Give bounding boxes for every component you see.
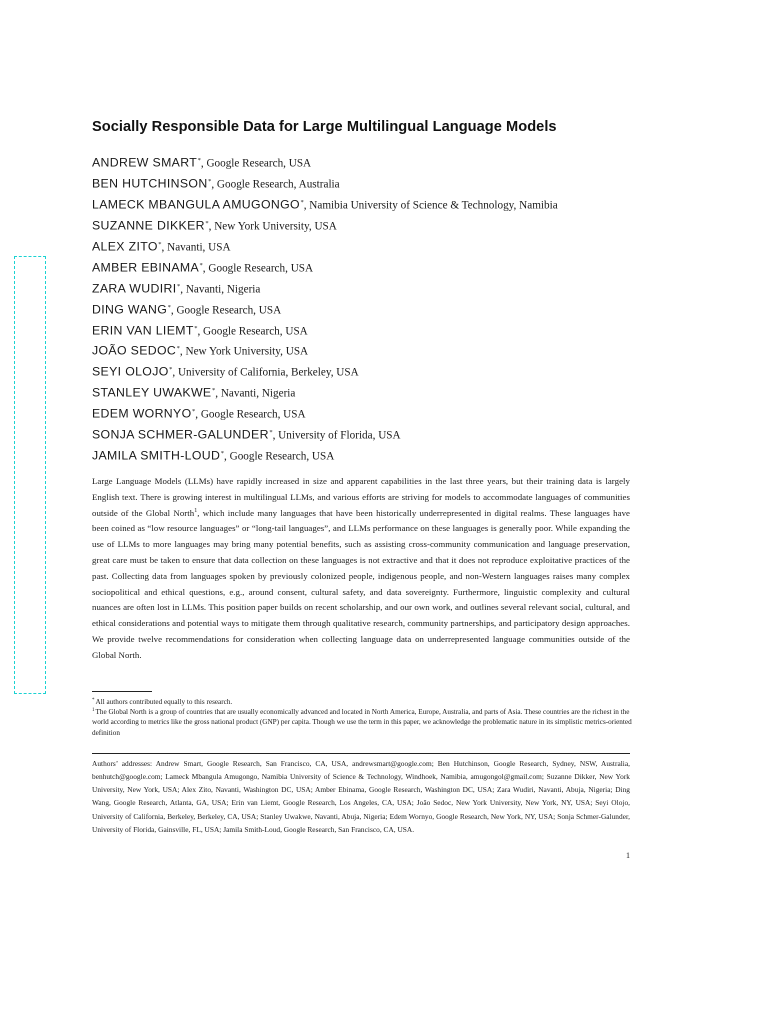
- equal-contribution-mark: *: [167, 303, 171, 311]
- paper-title: Socially Responsible Data for Large Multilingual Language Models: [92, 119, 557, 135]
- author-affiliation: , Google Research, USA: [197, 325, 308, 338]
- author-name: STANLEY UWAKWE: [92, 386, 212, 401]
- author-name: ZARA WUDIRI: [92, 281, 177, 296]
- equal-contribution-mark: *: [197, 157, 201, 164]
- author-entry: [92, 382, 692, 403]
- author-name: SONJA SCHMER-GALUNDER: [92, 427, 269, 442]
- equal-contribution-mark: *: [158, 240, 162, 248]
- author-entry: [92, 173, 692, 194]
- author-addresses: Authors’ addresses: Andrew Smart, Google Research, San Francisco, CA, USA, andrewsmart@google.com; Ben Hutchinson, Google Research, Sydney, NSW, Australia, benhutch@google.com; Lameck Mbangula Amugongo, Namibia University of Science & Technology, Windhoek, Namibia, amugongol@gmail.com; Suzanne Dikker, New York University, New York, USA; Alex Zito, Navanti, Washington DC, USA; Amber Ebinama, Google Research, Washington DC, USA; Zara Wudiri, Navanti, Abuja, Nigeria; Ding Wang, Google Research, Atlanta, GA, USA; Erin van Liemt, Google Research, Los Angeles, CA, USA; João Sedoc, New York University, New York, NY, USA; Seyi Olojo, University of California, Berkeley, Berkeley, CA, USA; Stanley Uwakwe, Navanti, Abuja, Nigeria; Edem Wornyo, Google Research, New York, NY, USA; Sonja Schmer-Galunder, University of Florida, Gainsville, FL, USA; Jamila Smith-Loud, Google Research, San Francisco, CA, USA.: [92, 759, 630, 834]
- author-affiliation: , Navanti, Nigeria: [180, 283, 261, 296]
- author-entry: [92, 361, 692, 382]
- author-entry: [92, 403, 692, 424]
- footnote-equal-contribution: [92, 697, 632, 707]
- author-name: ERIN VAN LIEMT: [92, 323, 194, 338]
- author-affiliation: , Google Research, USA: [202, 262, 314, 275]
- abstract-text-part-2: , which include many languages that have been historically underrepresented in digital realms. These languages have been coined as “low resource languages” or “long-tail languages”, and LLMs performance on these languages is generally poor. While expanding the use of LLMs to more languages may bring many potential benefits, such as assisting cross-community communication and language preservation, great care must be taken to ensure that data collection on these languages is not extractive and that it does not reproduce exploitative practices of the past. Collecting data from languages spoken by previously colonized people, indigenous people, and non-Western languages raises many complex sociopolitical and ethical questions, e.g., around consent, cultural safety, and data sovereignty. Furthermore, linguistic complexity and cultural nuances are often lost in LLMs. This position paper builds on recent scholarship, and our own work, and outlines several relevant social, cultural, and ethical considerations and potential ways to mitigate them through qualitative research, community partnerships, and participatory design approaches. We provide twelve recommendations for consideration when collecting language data on underrepresented language communities outside of the Global North.: [92, 507, 630, 660]
- abstract: [92, 474, 630, 664]
- equal-contribution-mark: *: [176, 345, 180, 353]
- author-name: AMBER EBINAMA: [92, 260, 200, 275]
- footnote-mark: 1: [92, 707, 95, 713]
- author-entry: [92, 299, 692, 320]
- equal-contribution-mark: *: [211, 387, 216, 395]
- author-entry: [92, 215, 692, 236]
- author-entry: [92, 152, 692, 173]
- author-affiliation: , Namibia University of Science & Technology, Namibia: [303, 199, 558, 212]
- author-name: EDEM WORNYO: [92, 406, 192, 421]
- author-entry: [92, 424, 692, 445]
- author-name: ANDREW SMART: [92, 155, 198, 170]
- addresses-rule: [92, 753, 630, 754]
- author-affiliation: , Google Research, USA: [170, 304, 282, 317]
- author-affiliation: , Google Research, USA: [224, 450, 335, 463]
- page-number: 1: [626, 851, 630, 860]
- footnote-rule: [92, 691, 152, 692]
- author-name: JAMILA SMITH-LOUD: [92, 448, 221, 463]
- author-name: LAMECK MBANGULA AMUGONGO: [92, 197, 300, 212]
- author-entry: [92, 257, 692, 278]
- footnote-text: All authors contributed equally to this research.: [95, 698, 233, 706]
- author-entry: [92, 236, 692, 257]
- equal-contribution-mark: *: [205, 219, 209, 227]
- author-name: DING WANG: [92, 302, 168, 317]
- equal-contribution-mark: *: [208, 177, 212, 185]
- equal-contribution-mark: *: [199, 261, 203, 269]
- author-list: [92, 152, 692, 466]
- author-entry: [92, 445, 692, 466]
- author-name: ALEX ZITO: [92, 239, 158, 254]
- author-name: BEN HUTCHINSON: [92, 176, 208, 191]
- equal-contribution-mark: *: [269, 429, 273, 437]
- equal-contribution-mark: *: [192, 408, 196, 416]
- author-affiliation: , University of Florida, USA: [272, 429, 401, 442]
- author-affiliation: , Google Research, USA: [200, 157, 312, 170]
- arxiv-side-margin-box: [14, 256, 46, 694]
- footnote-mark: *: [92, 697, 95, 703]
- author-name: SEYI OLOJO: [92, 365, 169, 380]
- equal-contribution-mark: *: [194, 324, 198, 332]
- author-name: SUZANNE DIKKER: [92, 218, 205, 233]
- author-affiliation: , Google Research, USA: [195, 408, 306, 421]
- equal-contribution-mark: *: [300, 198, 304, 206]
- footnote-text: The Global North is a group of countries that are usually economically advanced and located in North America, Europe, Australia, and parts of Asia. These countries are the richest in the world according to metrics like the gross national product (GNP) per capita. Though we use the term in this paper, we acknowledge the problematic nature in its simplistic metrics-oriented definition: [92, 708, 632, 737]
- author-entry: [92, 194, 692, 215]
- author-affiliation: , New York University, USA: [208, 220, 337, 233]
- footnote-global-north: [92, 707, 632, 738]
- author-affiliation: , Navanti, USA: [161, 241, 231, 254]
- author-name: JOÃO SEDOC: [92, 344, 177, 359]
- author-entry: [92, 278, 692, 299]
- equal-contribution-mark: *: [176, 282, 181, 290]
- author-affiliation: , New York University, USA: [179, 346, 309, 359]
- footnote-mark-1[interactable]: 1: [194, 507, 198, 514]
- abstract-text-part-1: Large Language Models (LLMs) have rapidly increased in size and apparent capabilities in the last three years, but their training data is largely English text. There is growing interest in multilingual LLMs, and various efforts are striving for models to accommodate languages of communities outside of the Global North: [92, 476, 630, 518]
- equal-contribution-mark: *: [220, 450, 225, 458]
- author-affiliation: , Google Research, Australia: [211, 178, 340, 191]
- author-entry: [92, 320, 692, 341]
- author-entry: [92, 340, 692, 361]
- equal-contribution-mark: *: [169, 366, 173, 374]
- author-affiliation: , Navanti, Nigeria: [215, 388, 296, 401]
- author-affiliation: , University of California, Berkeley, USA: [172, 367, 359, 380]
